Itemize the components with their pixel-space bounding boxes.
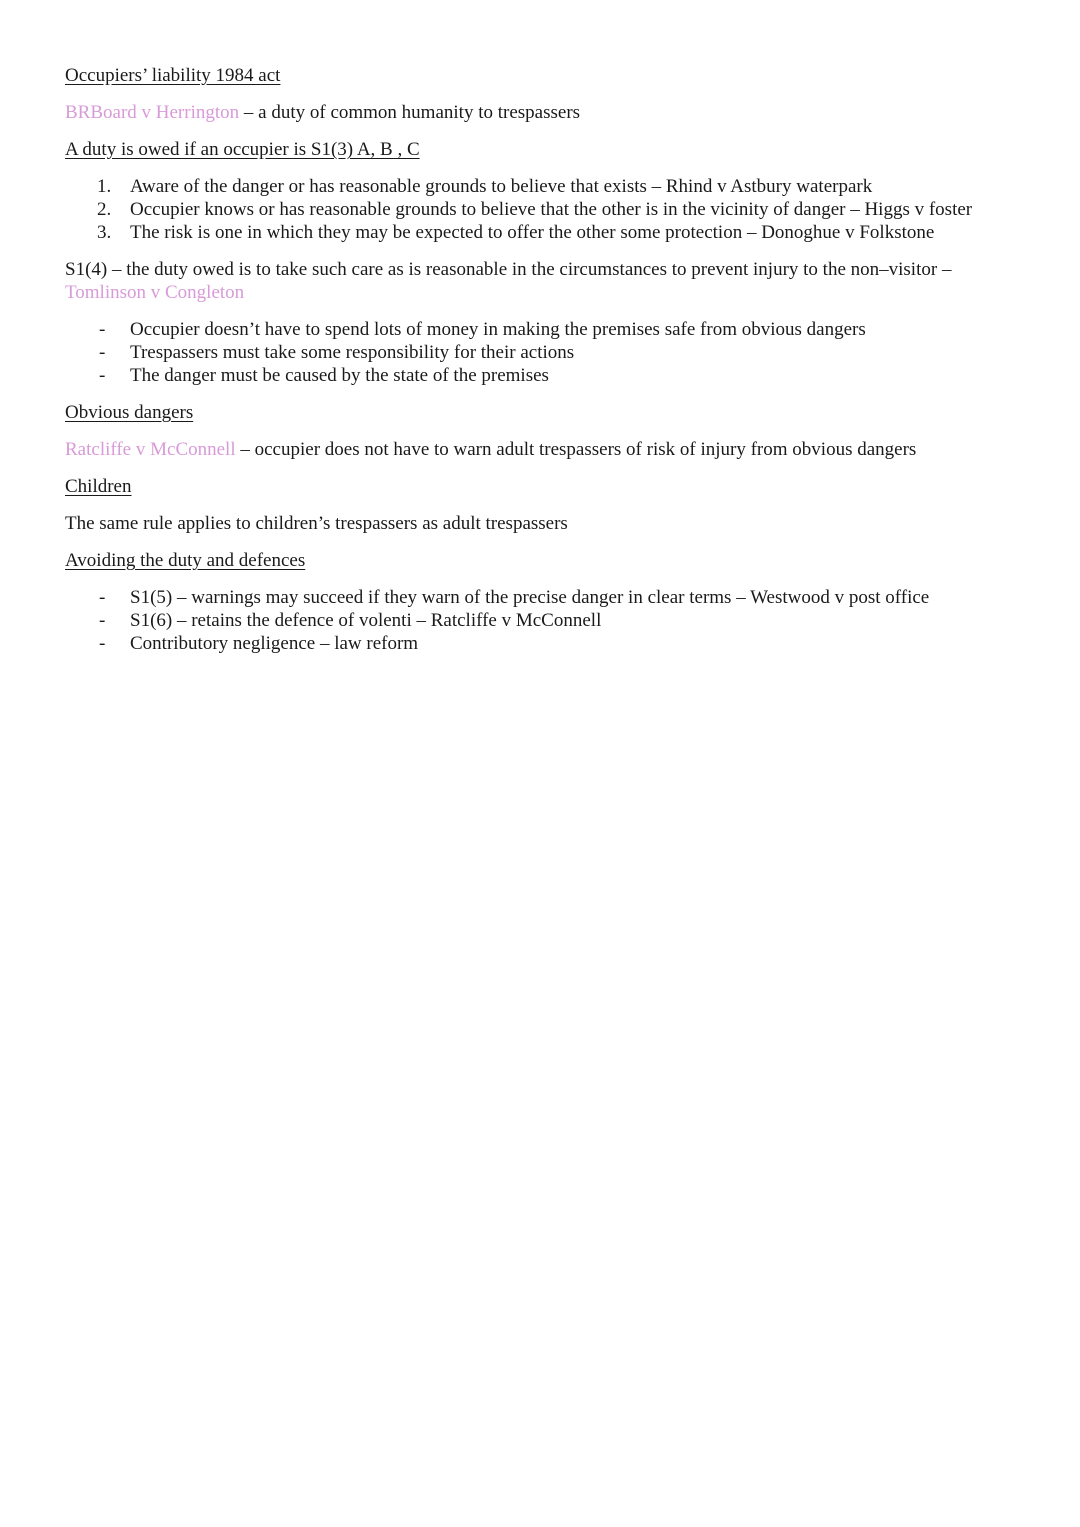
list-marker: 3. [97, 222, 112, 243]
s14-text: S1(4) – the duty owed is to take such care as is reasonable in the circumstances to prevent injury to the non–visitor – [65, 259, 952, 280]
list-item [65, 632, 1015, 655]
duty-list [65, 175, 1015, 244]
list-marker: - [99, 587, 106, 608]
list-item [65, 341, 1015, 364]
list-item-text: Occupier doesn’t have to spend lots of money in making the premises safe from obvious dangers [130, 319, 866, 340]
avoiding-list [65, 586, 1015, 655]
case-name: Tomlinson v Congleton [65, 282, 245, 303]
list-item-text: The danger must be caused by the state of the premises [130, 365, 549, 386]
obvious-dangers-text: – occupier does not have to warn adult trespassers of risk of injury from obvious dangers [235, 439, 917, 460]
s14-list [65, 318, 1015, 387]
intro-text: – a duty of common humanity to trespassers [239, 102, 581, 123]
list-item [65, 609, 1015, 632]
obvious-dangers-line [65, 438, 1015, 461]
page-title: Occupiers’ liability 1984 act [65, 65, 281, 86]
list-item [65, 175, 1015, 198]
list-item-text: The risk is one in which they may be expected to offer the other some protection – Donoghue v Folkstone [130, 222, 935, 243]
document-page [65, 64, 1015, 669]
s14-paragraph [65, 258, 1015, 304]
case-name: BRBoard v Herrington [65, 102, 240, 123]
children-text: The same rule applies to children’s trespassers as adult trespassers [65, 513, 568, 534]
list-item-text: Contributory negligence – law reform [130, 633, 419, 654]
list-marker: - [99, 365, 106, 386]
obvious-dangers-heading: Obvious dangers [65, 402, 194, 423]
list-item-text: Occupier knows or has reasonable grounds to believe that the other is in the vicinity of danger – Higgs v foster [130, 199, 973, 220]
list-item-text: S1(5) – warnings may succeed if they warn of the precise danger in clear terms – Westwood v post office [130, 587, 930, 608]
list-item-text: Trespassers must take some responsibility for their actions [130, 342, 575, 363]
list-item [65, 198, 1015, 221]
case-name: Ratcliffe v McConnell [65, 439, 236, 460]
list-item-text: S1(6) – retains the defence of volenti – Ratcliffe v McConnell [130, 610, 602, 631]
list-item [65, 318, 1015, 341]
list-marker: 1. [97, 176, 112, 197]
duty-heading: A duty is owed if an occupier is S1(3) A, B , C [65, 139, 420, 160]
list-item-text: Aware of the danger or has reasonable grounds to believe that exists – Rhind v Astbury waterpark [130, 176, 873, 197]
list-marker: - [99, 633, 106, 654]
intro-line [65, 101, 1015, 124]
list-marker: 2. [97, 199, 112, 220]
list-marker: - [99, 610, 106, 631]
avoiding-heading: Avoiding the duty and defences [65, 550, 306, 571]
list-marker: - [99, 342, 106, 363]
list-item [65, 586, 1015, 609]
list-item [65, 364, 1015, 387]
list-item [65, 221, 1015, 244]
list-marker: - [99, 319, 106, 340]
children-heading: Children [65, 476, 132, 497]
